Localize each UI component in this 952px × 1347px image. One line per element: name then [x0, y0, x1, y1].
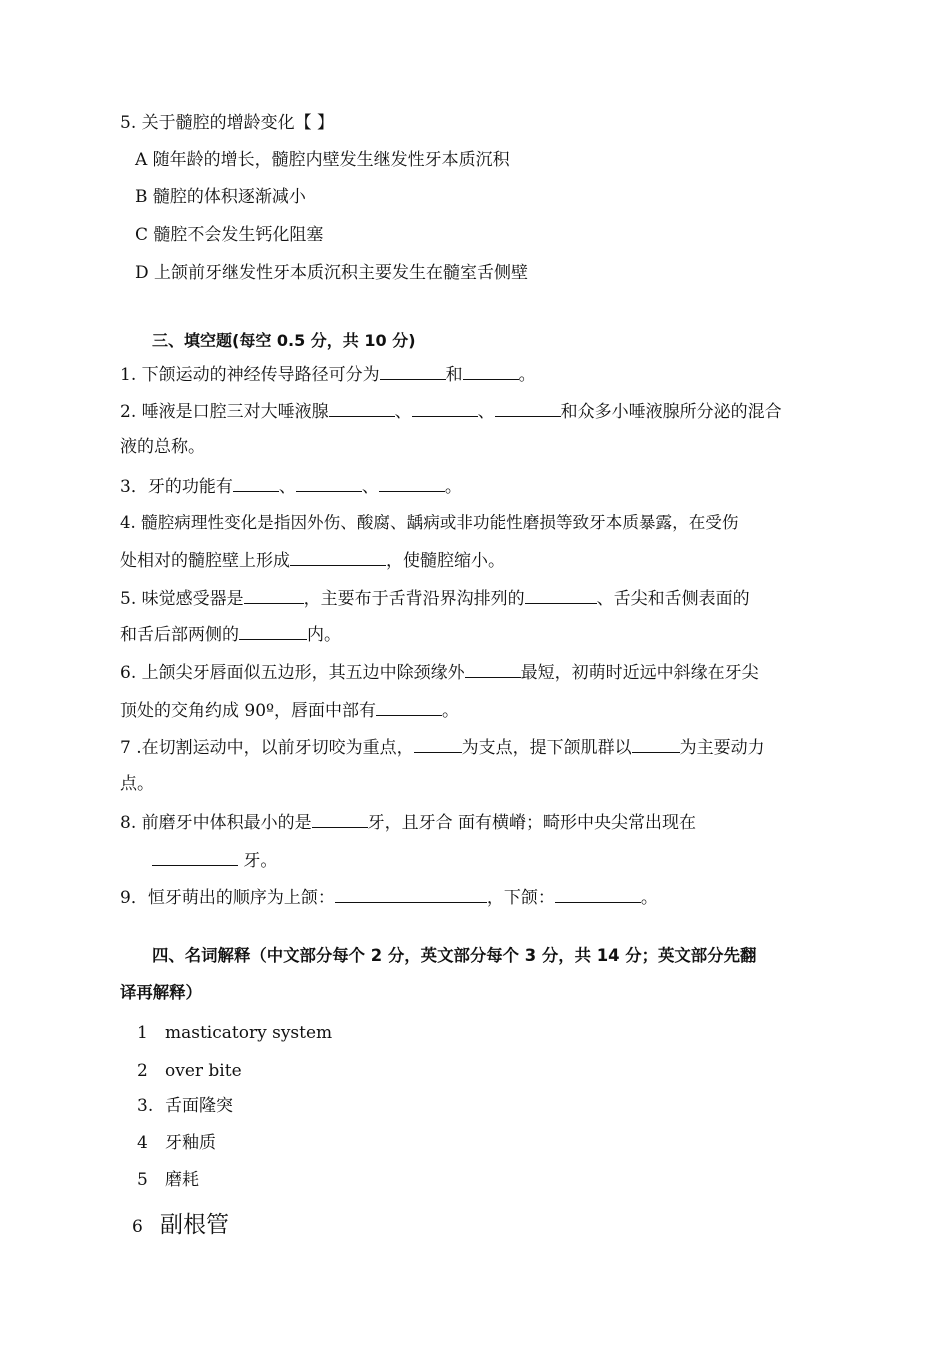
term-text: 磨耗	[165, 1170, 199, 1190]
fill-q1-text: 和	[445, 365, 463, 385]
answer-blank	[312, 810, 368, 828]
fill-q1	[120, 362, 536, 387]
answer-blank	[414, 735, 462, 753]
fill-q5-text: 5. 味觉感受器是	[120, 589, 244, 609]
term-number: 3.	[137, 1096, 154, 1116]
fill-q3-text: 、	[278, 477, 296, 497]
term-number: 6	[132, 1217, 143, 1237]
fill-q5-text: 、舌尖和舌侧表面的	[596, 589, 750, 609]
fill-q7-text: 为支点，提下颌肌群以	[461, 738, 632, 758]
fill-q1-text: 1. 下颌运动的神经传导路径可分为	[120, 365, 380, 385]
fill-q6-text: 。	[442, 701, 460, 721]
term-text: masticatory system	[165, 1023, 333, 1043]
fill-q9-text: 。	[640, 888, 658, 908]
fill-q6-text: 顶处的交角约成 90º，唇面中部有	[120, 701, 377, 721]
mc-option-b: B 髓腔的体积逐渐减小	[135, 187, 306, 207]
fill-q8	[120, 810, 696, 835]
fill-q3	[120, 474, 462, 499]
fill-q2	[120, 399, 782, 424]
answer-blank	[290, 548, 386, 566]
term-item	[137, 1021, 332, 1045]
fill-section-heading: 三、填空题(每空 0.5 分，共 10 分)	[152, 331, 416, 350]
fill-q6-cont	[120, 698, 459, 723]
answer-blank	[465, 660, 521, 678]
fill-q2-text: 2. 唾液是口腔三对大唾液腺	[120, 402, 329, 422]
fill-q4-cont	[120, 548, 505, 573]
answer-blank	[239, 622, 307, 640]
fill-q7-text: 为主要动力	[679, 738, 765, 758]
answer-blank	[379, 474, 445, 492]
term-item	[132, 1210, 229, 1242]
term-text: over bite	[165, 1061, 242, 1081]
term-item	[137, 1168, 199, 1192]
fill-q9-text: ，下颌：	[486, 888, 555, 908]
mc-option-a: A 随年龄的增长，髓腔内壁发生继发性牙本质沉积	[135, 150, 510, 170]
answer-blank	[380, 362, 446, 380]
fill-q5	[120, 586, 750, 611]
fill-q2-text: 、	[394, 402, 412, 422]
fill-q8-text: 8. 前磨牙中体积最小的是	[120, 813, 312, 833]
term-number: 2	[137, 1061, 148, 1081]
fill-q1-text: 。	[518, 365, 536, 385]
fill-q9	[120, 885, 658, 910]
fill-q9-text: 9．恒牙萌出的顺序为上颌：	[120, 888, 335, 908]
fill-q8-text: 牙，且牙合 面有横嵴；畸形中央尖常出现在	[367, 813, 697, 833]
answer-blank	[233, 474, 279, 492]
fill-q2-cont: 液的总称。	[120, 437, 205, 457]
fill-q3-text: 。	[444, 477, 462, 497]
fill-q6-text: 6. 上颌尖牙唇面似五边形，其五边中除颈缘外	[120, 663, 465, 683]
mc-question-stem: 5. 关于髓腔的增龄变化【 】	[120, 113, 335, 133]
term-item	[137, 1059, 242, 1083]
fill-q5-text: 内。	[307, 625, 341, 645]
terms-section-heading-cont: 译再解释）	[120, 983, 202, 1002]
answer-blank	[335, 885, 487, 903]
answer-blank	[412, 399, 478, 417]
fill-q2-text: 、	[477, 402, 495, 422]
fill-q7-cont: 点。	[120, 774, 154, 794]
fill-q6-text: 最短，初萌时近远中斜缘在牙尖	[520, 663, 759, 683]
answer-blank	[152, 848, 238, 866]
fill-q8-cont	[152, 848, 277, 873]
fill-q5-text: 和舌后部两侧的	[120, 625, 239, 645]
answer-blank	[296, 474, 362, 492]
term-item	[137, 1131, 216, 1155]
fill-q7-text: 7 .在切割运动中，以前牙切咬为重点，	[120, 738, 414, 758]
fill-q4-text: ，使髓腔缩小。	[386, 551, 505, 571]
term-number: 1	[137, 1023, 148, 1043]
term-text: 舌面隆突	[165, 1096, 233, 1116]
fill-q7	[120, 735, 765, 760]
answer-blank	[555, 885, 641, 903]
fill-q3-text: 3．牙的功能有	[120, 477, 233, 497]
fill-q2-text: 和众多小唾液腺所分泌的混合	[560, 402, 782, 422]
mc-option-d: D 上颌前牙继发性牙本质沉积主要发生在髓室舌侧壁	[135, 263, 529, 283]
answer-blank	[244, 586, 304, 604]
term-number: 5	[137, 1170, 148, 1190]
mc-option-c: C 髓腔不会发生钙化阻塞	[135, 225, 324, 245]
fill-q5-text: ，主要布于舌背沿界沟排列的	[303, 589, 525, 609]
term-text: 牙釉质	[165, 1133, 216, 1153]
answer-blank	[495, 399, 561, 417]
fill-q5-cont	[120, 622, 341, 647]
answer-blank	[632, 735, 680, 753]
term-item	[137, 1094, 233, 1118]
answer-blank	[525, 586, 597, 604]
term-text: 副根管	[160, 1212, 229, 1238]
term-number: 4	[137, 1133, 148, 1153]
fill-q4-text: 处相对的髓腔壁上形成	[120, 551, 290, 571]
fill-q4: 4. 髓腔病理性变化是指因外伤、酸腐、龋病或非功能性磨损等致牙本质暴露，在受伤	[120, 513, 739, 532]
terms-section-heading: 四、名词解释（中文部分每个 2 分，英文部分每个 3 分，共 14 分；英文部分先翻	[152, 946, 757, 965]
fill-q6	[120, 660, 759, 685]
answer-blank	[329, 399, 395, 417]
fill-q8-text: 牙。	[238, 851, 278, 871]
answer-blank	[463, 362, 519, 380]
fill-q3-text: 、	[361, 477, 379, 497]
answer-blank	[376, 698, 442, 716]
